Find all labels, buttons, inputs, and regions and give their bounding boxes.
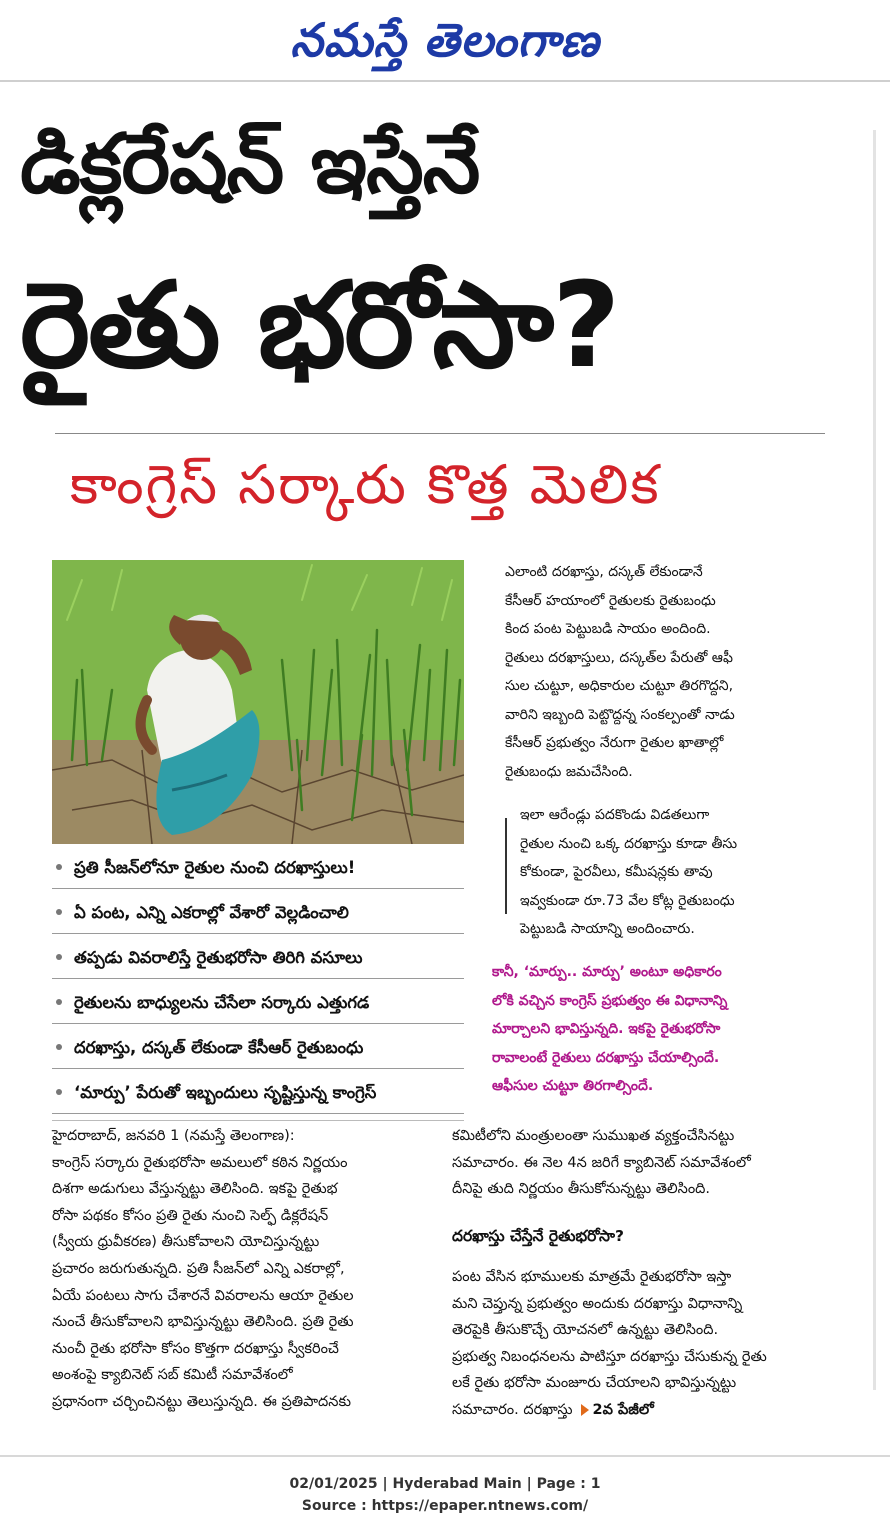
farmer-photo	[52, 560, 464, 844]
text-line: కేసీఆర్ హయాంలో రైతులకు రైతుబంధు	[505, 592, 716, 609]
right-paragraph-1	[505, 558, 825, 786]
bullet-icon	[56, 954, 62, 960]
text-line: (స్వీయ ధ్రువీకరణ) తీసుకోవాలని యోచిస్తున్నట్టు	[52, 1234, 320, 1251]
text-line: ప్రధానంగా చర్చించినట్టు తెలుస్తున్నది. ఈ ప్రతిపాదనకు	[52, 1393, 352, 1410]
bullet-text: ఏ పంట, ఎన్ని ఎకరాల్లో వేశారో వెల్లడించాలి	[74, 903, 349, 922]
footer-source-link[interactable]: Source : https://epaper.ntnews.com/	[301, 1498, 589, 1514]
text-line: తెరపైకి తీసుకొచ్చే యోచనలో ఉన్నట్టు తెలిసింది.	[452, 1322, 719, 1339]
farmer-illustration	[52, 560, 464, 844]
text-line: సమాచారం. ఈ నెల 4న జరిగే క్యాబినెట్ సమావేశంలో	[452, 1154, 751, 1171]
text-line: ప్రచారం జరుగుతున్నది. ప్రతి సీజన్‌లో ఎన్ని ఎకరాల్లో,	[52, 1260, 345, 1277]
text-line: అంశంపై క్యాబినెట్ సబ్ కమిటీ సమావేశంలో	[52, 1367, 293, 1384]
text-line: రైతుబంధు జమచేసింది.	[505, 763, 633, 780]
text-fragment: సమాచారం. దరఖాస్తు	[452, 1401, 573, 1418]
headline-line-1: డిక్లరేషన్ ఇస్తేనే	[20, 117, 480, 212]
text-line: కోకుండా, పైరవీలు, కమీషన్లకు తావు	[520, 864, 713, 880]
subheadline: కాంగ్రెస్ సర్కారు కొత్త మెలిక	[70, 453, 661, 516]
bullet-item	[52, 985, 464, 1024]
text-line: లోకి వచ్చిన కాంగ్రెస్ ప్రభుత్వం ఈ విధానాన్ని	[492, 992, 728, 1009]
headline-divider	[55, 433, 825, 434]
highlight-paragraph	[492, 958, 832, 1101]
section-subheading: దరఖాస్తు చేస్తేనే రైతుభరోసా?	[452, 1227, 624, 1245]
text-line: కేసీఆర్ ప్రభుత్వం నేరుగా రైతుల ఖాతాల్లో	[505, 735, 724, 751]
text-line: రైతుల నుంచి ఒక్క దరఖాస్తు కూడా తీసు	[520, 835, 738, 852]
masthead-divider	[0, 80, 890, 82]
right-paragraph-2	[520, 801, 830, 944]
bullet-text: తప్పడు వివరాలిస్తే రైతుభరోసా తిరిగి వసూలు	[74, 948, 363, 967]
footer-divider	[0, 1455, 890, 1457]
bullet-item	[52, 1030, 464, 1069]
bullet-text: దరఖాస్తు, దస్కత్ లేకుండా కేసీఆర్ రైతుబంధు	[74, 1038, 364, 1057]
text-line: ఇవ్వకుండా రూ.73 వేల కోట్ల రైతుబంధు	[520, 892, 735, 909]
article-body-right-2	[452, 1264, 832, 1424]
text-line: లకే రైతు భరోసా మంజూరు చేయాలని భావిస్తున్నట్టు	[452, 1375, 737, 1392]
text-line: కానీ, ‘మార్పు.. మార్పు’ అంటూ అధికారం	[492, 964, 722, 980]
text-line: రైతులు దరఖాస్తులు, దస్కత్‌ల పేరుతో ఆఫీ	[505, 649, 733, 666]
bullet-item	[52, 1075, 464, 1114]
text-line: వారిని ఇబ్బంది పెట్టొద్దన్న సంకల్పంతో నాడు	[505, 706, 735, 723]
bullet-icon	[56, 909, 62, 915]
text-line: కాంగ్రెస్ సర్కారు రైతుభరోసా అమలులో కఠిన నిర్ణయం	[52, 1154, 348, 1171]
body-divider	[52, 1120, 464, 1121]
bullet-text: ‘మార్పు’ పేరుతో ఇబ్బందులు సృష్టిస్తున్న కాంగ్రెస్	[74, 1083, 377, 1102]
article-body-right-1	[452, 1123, 832, 1203]
text-line-last	[452, 1397, 832, 1424]
text-line: నుంచీ రైతు భరోసా కోసం కొత్తగా దరఖాస్తు స్వీకరించే	[52, 1340, 339, 1357]
text-line: కింద పంట పెట్టుబడి సాయం అందింది.	[505, 621, 711, 637]
bullet-item	[52, 850, 464, 889]
bullet-icon	[56, 864, 62, 870]
text-line: ఇలా ఆరేండ్లు పదకొండు విడతలుగా	[520, 807, 710, 823]
text-line: ఏయే పంటలు సాగు చేశారనే వివరాలను ఆయా రైతుల	[52, 1287, 354, 1304]
bullet-text: రైతులను బాధ్యులను చేసేలా సర్కారు ఎత్తుగడ	[74, 993, 370, 1012]
quote-bar	[505, 818, 507, 914]
text-line: సుల చుట్టూ, అధికారుల చుట్టూ తిరగొద్దని,	[505, 678, 734, 694]
text-line: మార్చాలని భావిస్తున్నది. ఇకపై రైతుభరోసా	[492, 1021, 721, 1037]
bullet-item	[52, 895, 464, 934]
page-jump-link[interactable]: 2వ పేజీలో	[592, 1401, 654, 1418]
text-line: మని చెప్తున్న ప్రభుత్వం అందుకు దరఖాస్తు విధానాన్ని	[452, 1295, 743, 1312]
column-divider	[873, 130, 876, 1390]
text-line: నుంచే తీసుకోవాలని భావిస్తున్నట్టు తెలిసింది. ప్రతి రైతు	[52, 1314, 354, 1331]
text-line: కమిటీలోని మంత్రులంతా సుముఖత వ్యక్తంచేసినట్టు	[452, 1128, 735, 1144]
bullet-icon	[56, 1044, 62, 1050]
text-line: పంట వేసిన భూములకు మాత్రమే రైతుభరోసా ఇస్తా	[452, 1269, 732, 1285]
text-line: ప్రభుత్వ నిబంధనలను పాటిస్తూ దరఖాస్తు చేసుకున్న రైతు	[452, 1348, 767, 1365]
bullet-icon	[56, 999, 62, 1005]
jump-arrow-icon	[581, 1404, 589, 1416]
bullet-item	[52, 940, 464, 979]
text-line: రోసా పథకం కోసం ప్రతి రైతు నుంచి సెల్ఫ్ డిక్లరేషన్	[52, 1207, 329, 1224]
text-line: ఆఫీసుల చుట్టూ తిరగాల్సిందే.	[492, 1078, 654, 1094]
text-line: పెట్టుబడి సాయాన్ని అందించారు.	[520, 921, 695, 937]
bullet-text: ప్రతి సీజన్‌లోనూ రైతుల నుంచి దరఖాస్తులు!	[74, 858, 356, 877]
headline-line-2: రైతు భరోసా?	[20, 256, 619, 394]
text-line: ఎలాంటి దరఖాస్తు, దస్కత్ లేకుండానే	[505, 564, 703, 580]
text-line: దిశగా అడుగులు వేస్తున్నట్టు తెలిసింది. ఇకపై రైతుభ	[52, 1181, 338, 1198]
article-body-left	[52, 1123, 464, 1416]
text-line: రావాలంటే రైతులు దరఖాస్తు చేయాల్సిందే.	[492, 1049, 720, 1066]
text-line: హైదరాబాద్, జనవరి 1 (నమస్తే తెలంగాణ):	[52, 1128, 295, 1144]
text-line: దీనిపై తుది నిర్ణయం తీసుకోనున్నట్టు తెలిసింది.	[452, 1181, 711, 1198]
masthead-logo: నమస్తే తెలంగాణ	[290, 13, 600, 67]
footer-edition-info: 02/01/2025 | Hyderabad Main | Page : 1	[289, 1476, 601, 1492]
bullet-icon	[56, 1089, 62, 1095]
